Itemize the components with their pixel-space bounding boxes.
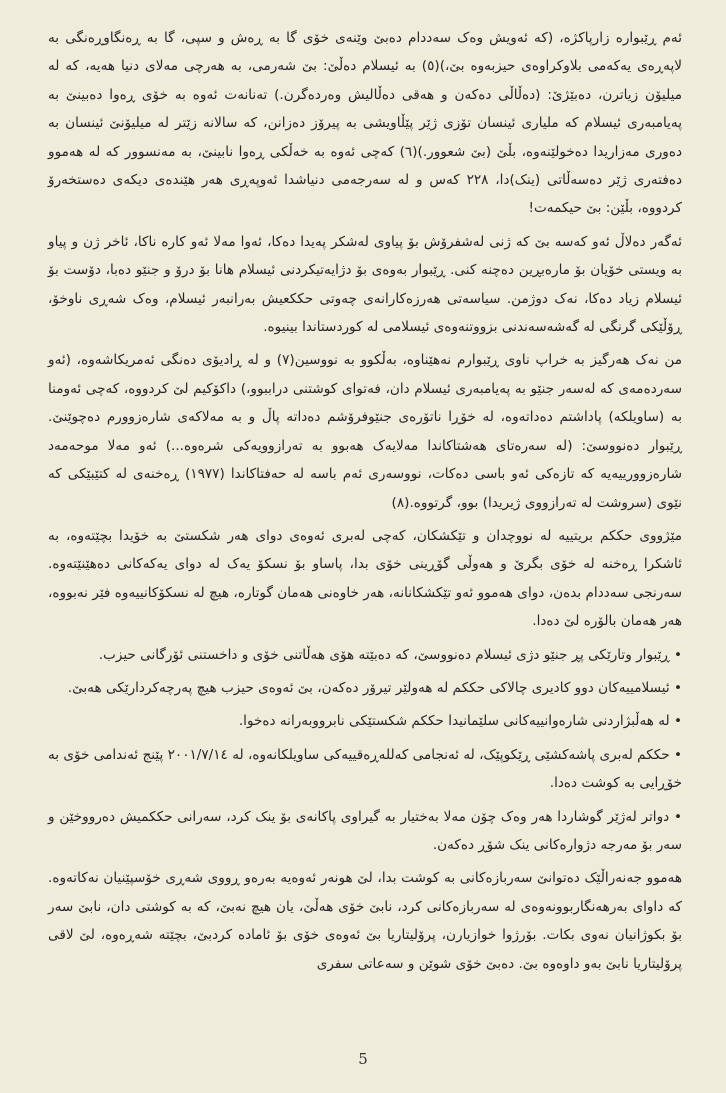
paragraph: مێژووی حککم بریتییە لە نووچدان و تێکشکان، کەچی لەبری ئەوەی دوای هەر شکستێ بە خۆیدا بچێتەوە، بە ئاشکرا ڕەخنە لە خۆی بگرێ و هەوڵی گۆڕینی خۆی بدا، پاساو بۆ نسکۆ یەک لە دوای یەکەکانی دەهێنێتەوە. سەرنجی سەددام بدەن، دوای هەموو ئەو تێکشکانانە، هەر خاوەنی هەمان گوتارە، هیچ لە نسکۆکانییەوە فێر نەبووە، هەر هەمان بالۆرە لێ دەدا. (48, 527, 682, 630)
article-body (48, 24, 682, 978)
paragraph: ئەم ڕێبوارە زارپاکژە، (کە ئەویش وەک سەددام دەبێ وێنەی خۆی گا بە ڕەش و سپی، گا بە ڕەنگاوڕەنگی بە لاپەڕەی یەکەمی بلاوکراوەی حیزبەوە بێ،)(٥) بە ئیسلام دەڵێ: بێ شەرمی، بە هەرچی مەلای دنیا هەیە، کە لە میلیۆن زیاترن، دەبێژێ: (دەڵاڵی دەکەن و هەقی دەڵالیش وەردەگرن.) تەنانەت ئەوە بە خۆی ڕەوا دەبینێ بە پەیامبەری ئیسلام کە ملیاری ئینسان تۆزی ژێر پێڵاویشی بە پیرۆز دەزانن، کە سالانە زێتر لە میلیۆنێ ئینسان بە دەوری مەزاریدا دەخولێنەوە، بڵێ (بێ شعوور.)(٦) کەچی ئەوە بە خەڵکی ڕەوا نابینێ، بە مەنسوور کە لە هەموو دەفتەری ژێر دەسەڵاتی (ینک)دا، ٢٢٨ کەس و لە سەرجەمی دنیاشدا ئەوپەڕی هەر هێندەی دیکەی دەستخەرۆ کردووە، بڵێن: بێ حیکمەت! (48, 30, 682, 217)
bullet-item: • دواتر لەژێر گوشاردا هەر وەک چۆن مەلا بەختیار بە گیراوی پاکانەی بۆ ینک کرد، سەرانی حککمیش دەرووخێن و سەر بۆ مەرجە دژوارەکانی ینک شۆڕ دەکەن. (48, 808, 682, 853)
bullet-item: • لە هەڵبژاردنی شارەوانییەکانی سلێمانیدا حککم شکستێکی نابرووبەرانە دەخوا. (238, 713, 682, 730)
bullet-item: • ڕێبوار وتارێکی پڕ جنێو دژی ئیسلام دەنووسێ، کە دەبێتە هۆی هەڵاتنی خۆی و داخستنی ئۆرگانی حیزب. (98, 646, 682, 663)
page-number: 5 (358, 1050, 368, 1068)
bullet-item: • حککم لەبری پاشەکشێی ڕێکوپێک، لە ئەنجامی کەللەڕەقییەکی ساویلکانەوە، لە ٢٠٠١/٧/١٤ پێنج ئەندامی خۆی بە خۆڕایی بە کوشت دەدا. (48, 746, 682, 792)
closing-paragraph: هەموو جەنەراڵێک دەتوانێ سەربازەکانی بە کوشت بدا، لێ هونەر ئەوەیە بەرەو ڕووی شەڕی خۆسپێنیان نەکاتەوە. کە داوای بەرهەنگاربوونەوەی لە سەربازەکانی کرد، نابێ خۆی هەڵێ، یان هیچ نەبێ، کە بە کوشتی دان، نابێ سەر بۆ بکوژانیان نەوی بکات. بۆرژوا خوازیارن، پرۆلیتاریا بێ ئەوەی خۆی بۆ ئامادە کردبێ، بچێتە شەڕەوە، لێ لاقی پرۆلیتاریا نابێ بەو داوەوە بێ. دەبێ خۆی شوێن و سەعاتی سفری (48, 870, 682, 972)
bullet-item: • ئیسلامییەکان دوو کادیری چالاکی حککم لە هەولێر تیرۆر دەکەن، بێ ئەوەی حیزب هیچ پەرچەکردارێکی هەبێ. (67, 679, 682, 696)
paragraph: ئەگەر دەلاڵ ئەو کەسە بێ کە ژنی لەشفرۆش بۆ پیاوی لەشکر پەیدا دەکا، ئەوا مەلا ئەو کارە ناکا، ئاخر ژن و پیاو بە ویستی خۆیان بۆ مارەبڕین دەچنە کنی. ڕێبوار بەوەی بۆ دژایەتیکردنی ئیسلام هانا بۆ درۆ و جنێو دەبا، دۆست بۆ ئیسلام زیاد دەکا، نەک دوژمن. سیاسەتی هەرزەکارانەی چەوتی حککعیش بەرانبەر ئیسلام، وەک شەڕی ناوخۆ، ڕۆڵێکی گرنگی لە گەشەسەندنی بزووتنەوەی ئیسلامی لە کوردستاندا بینیوە. (48, 233, 682, 336)
paragraph: من نەک هەرگیز بە خراپ ناوی ڕێبوارم نەهێناوە، بەڵکوو بە نووسین(٧) و لە ڕادیۆی دەنگی ئەمریکاشەوە، (ئەو سەردەمەی کە لەسەر جنێو بە پەیامبەری ئیسلام دان، فەتوای کوشتنی دراببوو،) داکۆکیم لێ کردووە، کەچی ئەومنا بە (ساویلکە) پاداشتم دەداتەوە، لە خۆڕا ناتۆرەی جنێوفرۆشم دەداتە پاڵ و بە مەلاکەی شارەزوورم دەچوێنێ. ڕێبوار دەنووسێ: (لە سەرەتای هەشتاکاندا مەلایەک هەبوو بە تەرازوویەکی شرەوە...) ئەو مەلا موحەمەد شارەزوورییەیە کە تازەکی ئەو باسی دەکات، نووسەری ئەم باسە لە حەفتاکاندا (١٩٧٧) ڕەخنەی لە کتێبێکی کە نێوی (سروشت لە تەرازووی ژیریدا) بوو، گرتووە.(٨) (48, 352, 682, 511)
